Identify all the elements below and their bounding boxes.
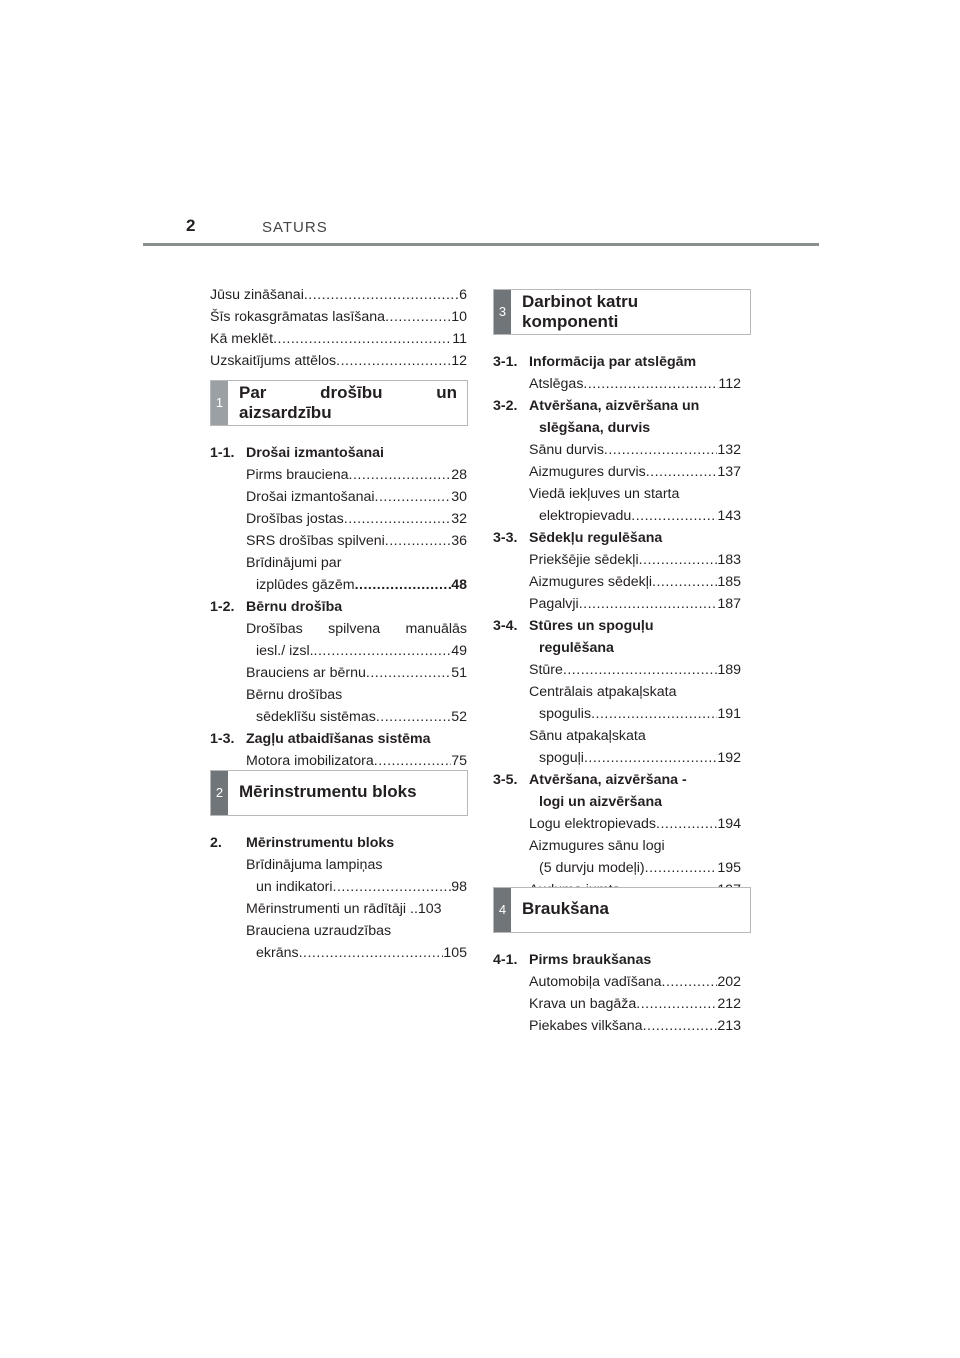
section-heading[interactable]: 2. Mērinstrumentu bloks — [210, 835, 395, 851]
chapter-2-heading[interactable] — [210, 770, 468, 816]
toc-entry[interactable]: Sānu durvis ..... 132 — [529, 439, 741, 461]
section-heading[interactable]: 3-4. Stūres un spoguļu regulēšana — [493, 618, 654, 656]
section-heading[interactable]: 1-2. Bērnu drošība — [210, 599, 343, 615]
section-heading[interactable]: 3-2. Atvēršana, aizvēršana un slēgšana, durvis — [493, 398, 700, 436]
toc-entry[interactable]: Brauciens ar bērnu ..... 51 — [246, 662, 467, 684]
chapter-2-contents — [210, 832, 467, 964]
toc-left-column — [210, 284, 467, 372]
toc-entry[interactable]: Sānu atpakaļskata spoguļi ..... 192 — [529, 725, 741, 769]
chapter-title: Par drošību un aizsardzību — [239, 383, 457, 422]
toc-entry[interactable]: Priekšējie sēdekļi ..... 183 — [529, 549, 741, 571]
toc-entry[interactable]: Aizmugures durvis ..... 137 — [529, 461, 741, 483]
toc-entry[interactable]: Motora imobilizatora ..... 75 — [246, 750, 467, 772]
chapter-tab: 1 — [211, 381, 228, 425]
toc-entry[interactable]: Bērnu drošības sēdeklīšu sistēmas ..... 52 — [246, 684, 467, 728]
toc-entry[interactable]: Krava un bagāža ..... 212 — [529, 993, 741, 1015]
section-heading[interactable]: 3-5. Atvēršana, aizvēršana - logi un aizvēršana — [493, 772, 687, 810]
toc-entry[interactable]: Aizmugures sēdekļi ..... 185 — [529, 571, 741, 593]
toc-entry[interactable]: Šīs rokasgrāmatas lasīšana ..... 10 — [210, 306, 467, 328]
chapter-title: Mērinstrumentu bloks — [239, 782, 417, 801]
section-heading[interactable]: 3-3. Sēdekļu regulēšana — [493, 530, 663, 546]
chapter-4-heading[interactable] — [493, 887, 751, 933]
toc-entry[interactable]: Logu elektropievads ..... 194 — [529, 813, 741, 835]
chapter-tab: 3 — [494, 290, 511, 334]
toc-entry[interactable]: Brīdinājumi par izplūdes gāzēm ..... 48 — [246, 552, 467, 596]
toc-entry[interactable]: Atslēgas ..... 112 — [529, 373, 741, 395]
chapter-tab: 2 — [211, 771, 228, 815]
chapter-title: Darbinot katru komponenti — [522, 292, 639, 331]
section-heading[interactable]: 4-1. Pirms braukšanas — [493, 952, 652, 968]
chapter-tab: 4 — [494, 888, 511, 932]
toc-entry[interactable]: Drošai izmantošanai ..... 30 — [246, 486, 467, 508]
section-heading[interactable]: 1-1. Drošai izmantošanai — [210, 445, 384, 461]
toc-entry[interactable]: Pagalvji ..... 187 — [529, 593, 741, 615]
page-number: 2 — [186, 216, 196, 235]
toc-entry[interactable]: Drošības jostas ..... 32 — [246, 508, 467, 530]
toc-entry[interactable]: Stūre ..... 189 — [529, 659, 741, 681]
section-heading[interactable]: 1-3. Zagļu atbaidīšanas sistēma — [210, 731, 431, 747]
chapter-1-contents — [210, 442, 467, 772]
header-divider — [143, 243, 819, 246]
section-heading[interactable]: 3-1. Informācija par atslēgām — [493, 354, 697, 370]
toc-entry[interactable]: Aizmugures sānu logi (5 durvju modeļi) ..... 195 — [529, 835, 741, 879]
toc-entry[interactable]: Brauciena uzraudzības ekrāns ..... 105 — [246, 920, 467, 964]
toc-entry[interactable]: Piekabes vilkšana ..... 213 — [529, 1015, 741, 1037]
toc-entry[interactable]: Drošības spilvena manuālās iesl./ izsl. ..... 49 — [246, 618, 467, 662]
toc-entry[interactable]: Automobiļa vadīšana ..... 202 — [529, 971, 741, 993]
chapter-3-heading[interactable] — [493, 289, 751, 335]
toc-entry[interactable]: Brīdinājuma lampiņas un indikatori ..... 98 — [246, 854, 467, 898]
toc-entry[interactable]: SRS drošības spilveni ..... 36 — [246, 530, 467, 552]
toc-entry[interactable]: Pirms brauciena ..... 28 — [246, 464, 467, 486]
chapter-3-contents — [493, 351, 741, 901]
chapter-title: Braukšana — [522, 899, 609, 918]
toc-entry[interactable]: Kā meklēt ..... 11 — [210, 328, 467, 350]
toc-entry[interactable]: Centrālais atpakaļskata spogulis ..... 191 — [529, 681, 741, 725]
toc-entry[interactable]: Viedā iekļuves un starta elektropievadu ..... 143 — [529, 483, 741, 527]
page-header — [0, 0, 960, 250]
toc-entry[interactable]: Jūsu zināšanai ..... 6 — [210, 284, 467, 306]
toc-entry[interactable]: Uzskaitījums attēlos ..... 12 — [210, 350, 467, 372]
toc-entry[interactable]: Mērinstrumenti un rādītāji .. 103 — [246, 901, 442, 917]
chapter-1-heading[interactable] — [210, 380, 468, 426]
page-title: SATURS — [262, 219, 328, 236]
chapter-4-contents — [493, 949, 741, 1037]
